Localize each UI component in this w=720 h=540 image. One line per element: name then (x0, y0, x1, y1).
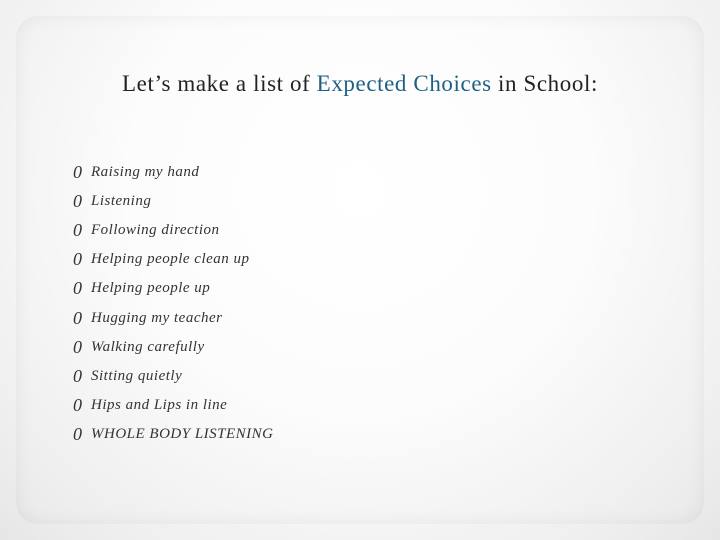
list-item-text: Raising my hand (91, 164, 200, 181)
bullet-icon: 0 (73, 278, 82, 299)
list-item-text: Following direction (91, 222, 220, 239)
list-item-text: Sitting quietly (91, 367, 183, 384)
bullet-icon: 0 (73, 365, 82, 386)
expected-choices-list (73, 158, 673, 449)
bullet-icon: 0 (73, 307, 82, 328)
list-item (73, 391, 673, 420)
list-item (73, 333, 673, 362)
bullet-icon: 0 (73, 394, 82, 415)
list-item (73, 216, 673, 245)
bullet-icon: 0 (73, 191, 82, 212)
title-suffix: in School: (491, 71, 598, 96)
bullet-icon: 0 (73, 162, 82, 183)
list-item (73, 187, 673, 216)
list-item-text: WHOLE BODY LISTENING (91, 425, 274, 442)
bullet-icon: 0 (73, 336, 82, 357)
list-item-text: Hips and Lips in line (91, 396, 228, 413)
bullet-icon: 0 (73, 220, 82, 241)
list-item-text: Helping people up (91, 280, 211, 297)
title-prefix: Let’s make a list of (122, 71, 317, 96)
list-item-text: Hugging my teacher (91, 309, 223, 326)
slide-title (60, 71, 660, 97)
list-item-text: Helping people clean up (91, 251, 250, 268)
list-item (73, 303, 673, 332)
list-item (73, 245, 673, 274)
list-item-text: Walking carefully (91, 338, 205, 355)
list-item (73, 362, 673, 391)
list-item (73, 158, 673, 187)
list-item (73, 420, 673, 449)
list-item-text: Listening (91, 193, 152, 210)
title-accent: Expected Choices (316, 71, 492, 96)
bullet-icon: 0 (73, 423, 82, 444)
list-item (73, 274, 673, 303)
bullet-icon: 0 (73, 249, 82, 270)
